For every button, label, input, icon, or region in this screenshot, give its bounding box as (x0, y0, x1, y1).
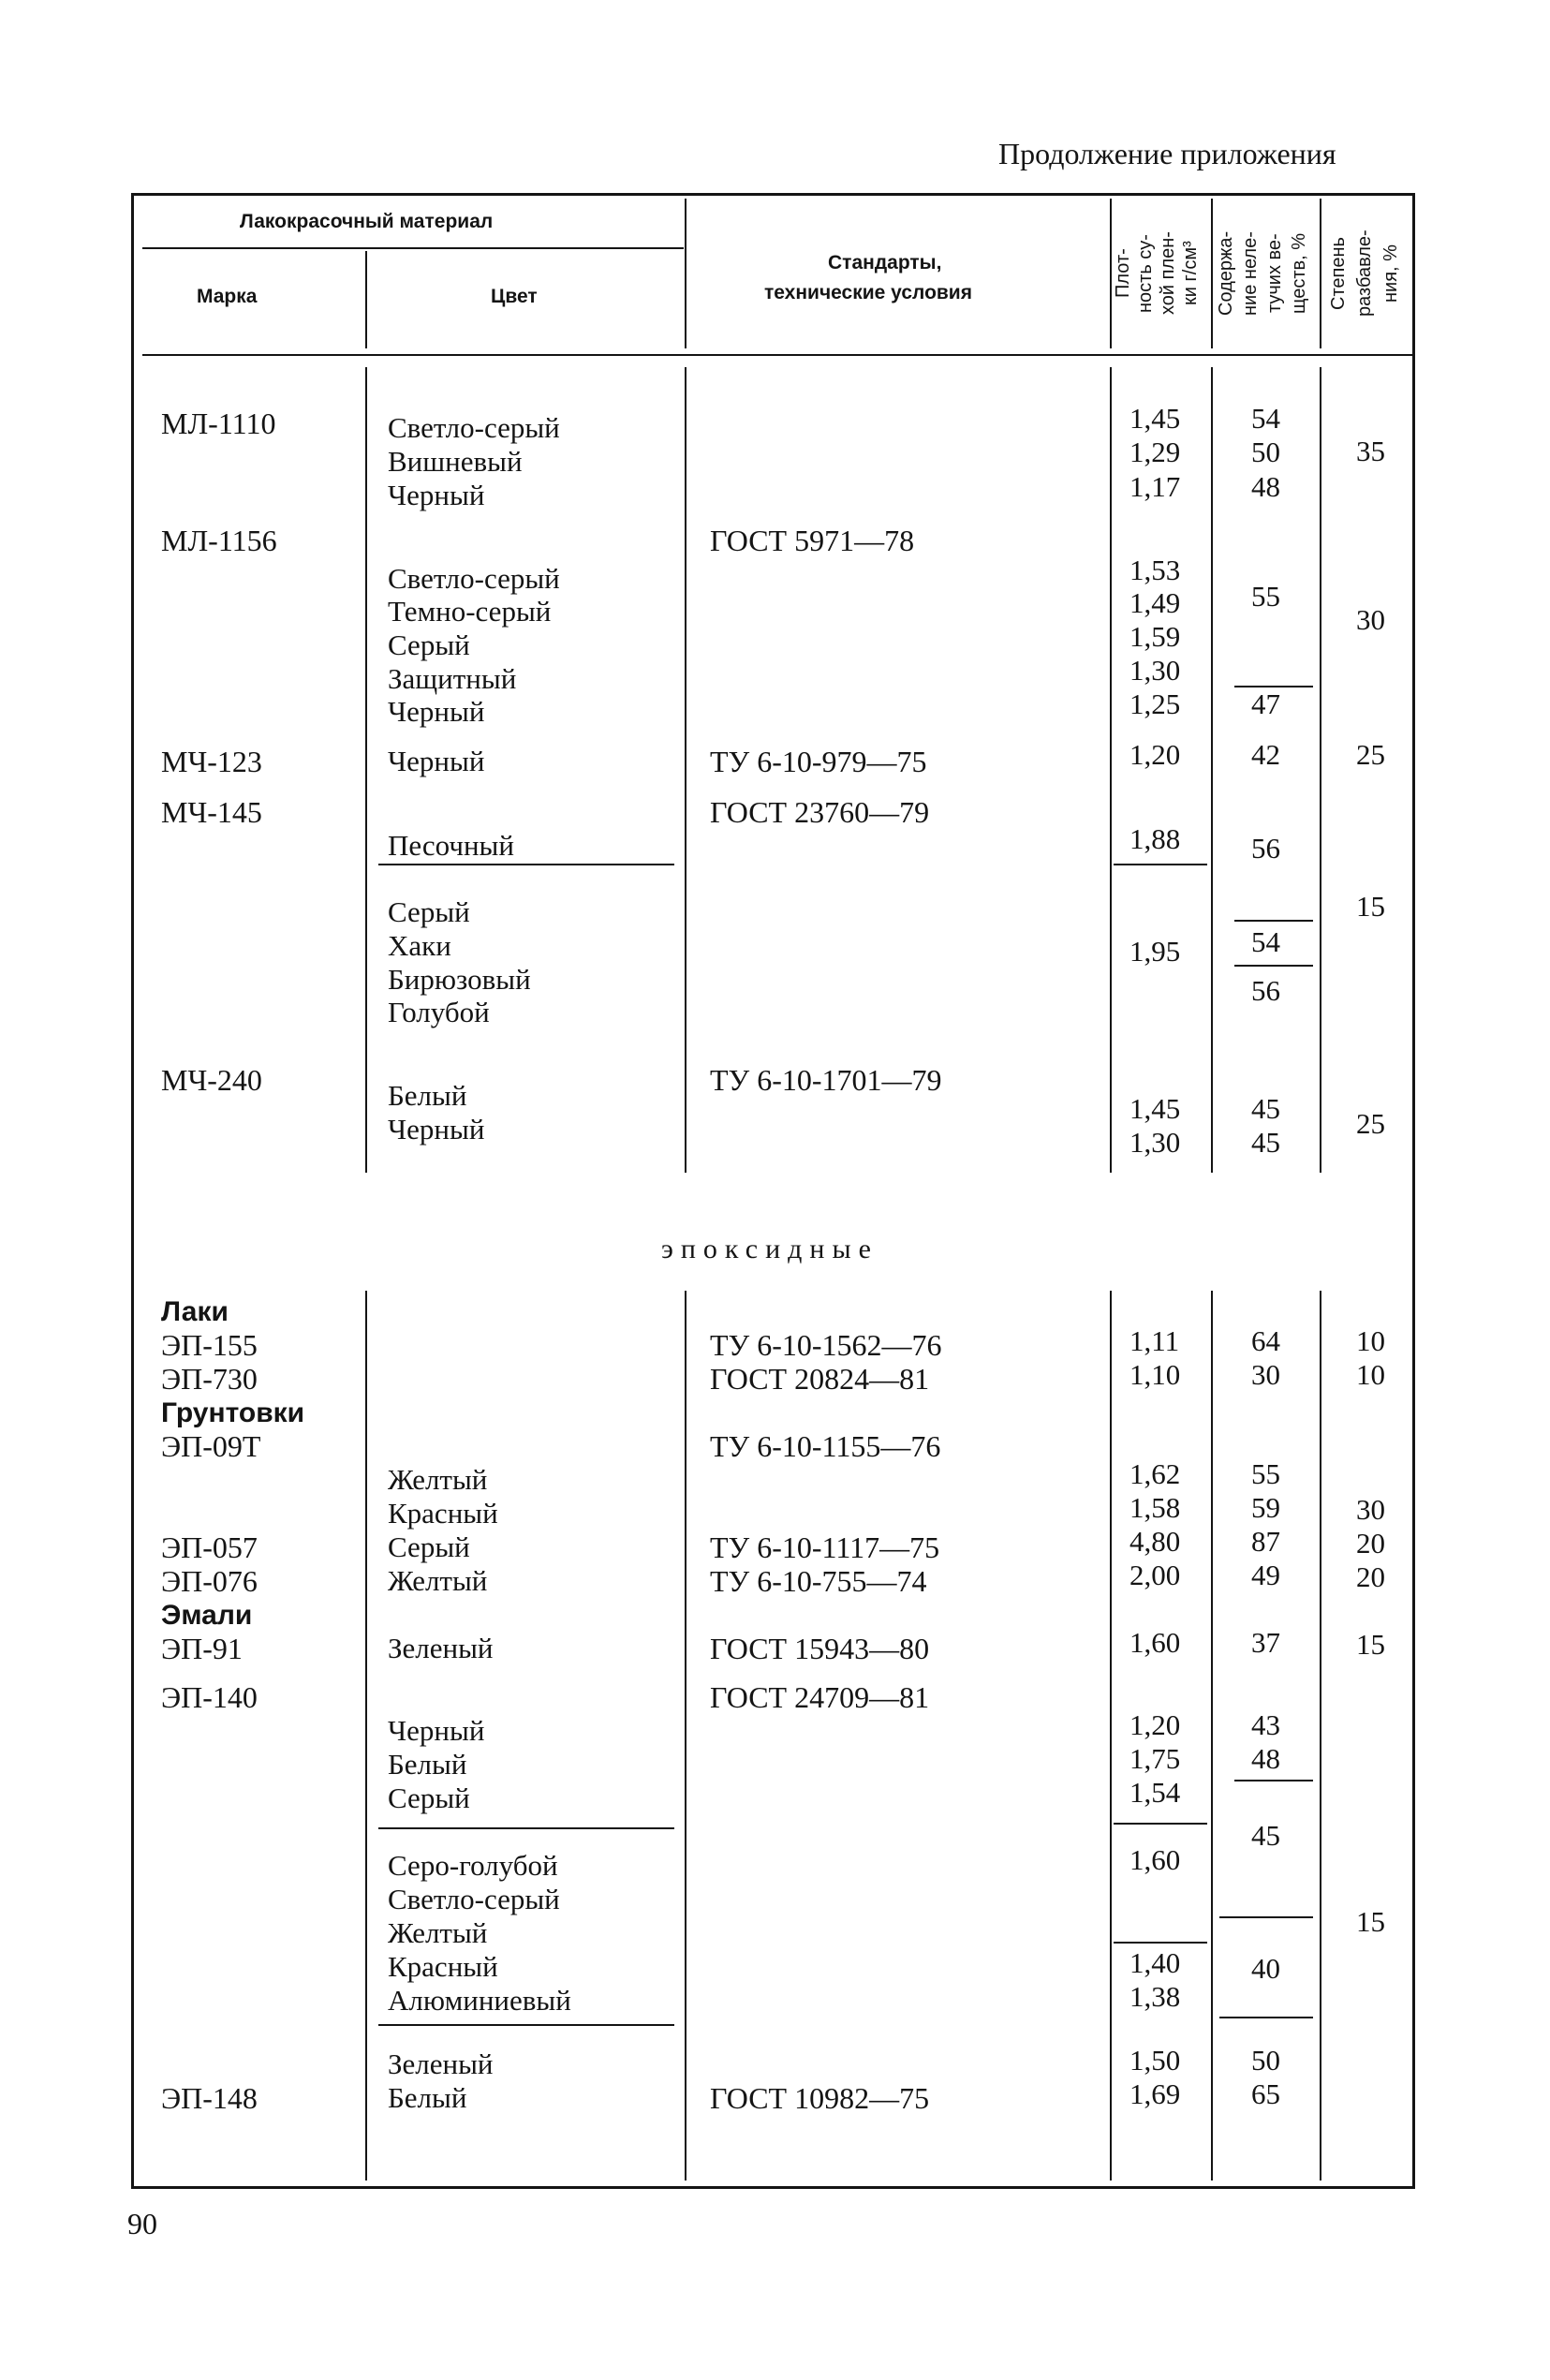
standard-cell: ГОСТ 20824—81 (710, 1362, 930, 1396)
dilution-cell: 10 (1356, 1358, 1385, 1391)
density-cell: 1,38 (1129, 1980, 1181, 2013)
header-divider (1110, 199, 1112, 348)
cell-rule (1114, 1823, 1207, 1825)
cell-rule (1234, 965, 1313, 967)
dilution-cell: 10 (1356, 1324, 1385, 1357)
density-cell: 1,30 (1129, 654, 1181, 687)
density-cell: 1,25 (1129, 687, 1181, 720)
density-cell: 1,20 (1129, 1708, 1181, 1741)
nonvolatile-cell: 45 (1251, 1819, 1280, 1852)
dilution-cell: 35 (1356, 435, 1385, 467)
column-divider (685, 367, 686, 1173)
standard-cell: ТУ 6-10-979—75 (710, 745, 927, 778)
nonvolatile-cell: 43 (1251, 1708, 1280, 1741)
nonvolatile-cell: 48 (1251, 1742, 1280, 1775)
density-cell: 1,58 (1129, 1491, 1181, 1524)
standard-cell: ГОСТ 5971—78 (710, 524, 915, 557)
group-heading: Эмали (161, 1600, 253, 1631)
section-epoxy-heading: эпоксидные (661, 1234, 878, 1264)
color-cell: Черный (388, 479, 485, 511)
standard-cell: ГОСТ 24709—81 (710, 1680, 930, 1714)
nonvolatile-cell: 49 (1251, 1559, 1280, 1591)
density-cell: 1,29 (1129, 436, 1181, 468)
nonvolatile-cell: 64 (1251, 1324, 1280, 1357)
color-cell: Серый (388, 1530, 470, 1563)
header-density-4: ки г/см³ (1180, 241, 1201, 306)
nonvolatile-cell: 30 (1251, 1358, 1280, 1391)
color-cell: Светло-серый (388, 562, 560, 595)
standard-cell: ГОСТ 23760—79 (710, 795, 930, 829)
dilution-cell: 15 (1356, 890, 1385, 923)
density-cell: 1,60 (1129, 1843, 1181, 1876)
nonvolatile-cell: 54 (1251, 402, 1280, 435)
mark-cell: ЭП-057 (161, 1530, 258, 1564)
nonvolatile-cell: 42 (1251, 738, 1280, 771)
table-right-border (1412, 193, 1415, 2189)
header-material: Лакокрасочный материал (240, 211, 494, 232)
color-cell: Светло-серый (388, 411, 560, 444)
dilution-cell: 30 (1356, 1493, 1385, 1526)
standard-cell: ГОСТ 10982—75 (710, 2081, 930, 2115)
header-dilution-2: разбавле- (1354, 229, 1375, 318)
cell-rule (1219, 2017, 1313, 2018)
color-cell: Белый (388, 2081, 467, 2114)
mark-cell: ЭП-076 (161, 1564, 258, 1598)
density-cell: 4,80 (1129, 1525, 1181, 1558)
nonvolatile-cell: 56 (1251, 832, 1280, 865)
dilution-cell: 25 (1356, 1107, 1385, 1140)
nonvolatile-cell: 45 (1251, 1126, 1280, 1159)
color-cell: Желтый (388, 1564, 488, 1597)
color-cell: Желтый (388, 1463, 488, 1496)
header-divider (1211, 199, 1213, 348)
column-divider (1320, 1291, 1321, 2180)
nonvolatile-cell: 47 (1251, 687, 1280, 720)
density-cell: 1,62 (1129, 1457, 1181, 1490)
density-cell: 1,88 (1129, 822, 1181, 855)
nonvolatile-cell: 87 (1251, 1525, 1280, 1558)
mark-cell: ЭП-155 (161, 1328, 258, 1362)
color-cell: Серый (388, 1781, 470, 1814)
nonvolatile-cell: 45 (1251, 1092, 1280, 1125)
density-cell: 1,40 (1129, 1946, 1181, 1979)
color-cell: Красный (388, 1497, 498, 1530)
header-divider (1320, 199, 1321, 348)
column-divider (1110, 367, 1112, 1173)
cell-rule (1219, 1916, 1313, 1918)
density-cell: 1,45 (1129, 402, 1181, 435)
color-cell: Голубой (388, 996, 490, 1028)
density-cell: 1,95 (1129, 935, 1181, 968)
density-cell: 1,20 (1129, 738, 1181, 771)
column-divider (1211, 1291, 1213, 2180)
column-divider (365, 1291, 367, 2180)
cell-rule (1234, 1780, 1313, 1781)
color-cell: Серый (388, 628, 470, 661)
mark-cell: ЭП-91 (161, 1632, 243, 1665)
nonvolatile-cell: 48 (1251, 470, 1280, 503)
standard-cell: ГОСТ 15943—80 (710, 1632, 930, 1665)
color-cell: Желтый (388, 1916, 488, 1949)
cell-rule (1114, 1942, 1207, 1944)
header-mark: Марка (197, 286, 258, 307)
color-cell: Защитный (388, 662, 517, 695)
color-cell: Черный (388, 745, 485, 777)
dilution-cell: 15 (1356, 1905, 1385, 1938)
header-standards-1: Стандарты, (828, 252, 942, 273)
color-cell: Песочный (388, 829, 514, 862)
nonvolatile-cell: 54 (1251, 925, 1280, 958)
cell-rule (378, 1827, 674, 1829)
color-cell: Белый (388, 1079, 467, 1112)
header-material-rule (142, 247, 684, 249)
color-cell: Вишневый (388, 445, 523, 478)
density-cell: 1,75 (1129, 1742, 1181, 1775)
header-dilution-3: ния, % (1380, 244, 1401, 303)
density-cell: 1,54 (1129, 1776, 1181, 1809)
color-cell: Хаки (388, 929, 451, 962)
column-divider (1110, 1291, 1112, 2180)
header-divider (685, 199, 686, 348)
mark-cell: ЭП-09Т (161, 1429, 261, 1463)
mark-cell: МЧ-240 (161, 1063, 262, 1097)
density-cell: 1,49 (1129, 586, 1181, 619)
color-cell: Зеленый (388, 1632, 494, 1664)
color-cell: Черный (388, 695, 485, 728)
density-cell: 1,53 (1129, 554, 1181, 586)
dilution-cell: 25 (1356, 738, 1385, 771)
color-cell: Красный (388, 1950, 498, 1983)
header-density-1: Плот- (1113, 248, 1133, 299)
dilution-cell: 30 (1356, 603, 1385, 636)
color-cell: Алюминиевый (388, 1984, 571, 2017)
nonvolatile-cell: 40 (1251, 1952, 1280, 1985)
density-cell: 2,00 (1129, 1559, 1181, 1591)
density-cell: 1,60 (1129, 1626, 1181, 1659)
header-color: Цвет (491, 286, 538, 307)
column-divider (685, 1291, 686, 2180)
header-density-2: ность су- (1135, 234, 1156, 313)
density-cell: 1,45 (1129, 1092, 1181, 1125)
color-cell: Светло-серый (388, 1883, 560, 1915)
group-heading: Лаки (161, 1296, 229, 1327)
table-top-border (131, 193, 1415, 196)
nonvolatile-cell: 55 (1251, 580, 1280, 613)
color-cell: Белый (388, 1748, 467, 1781)
standard-cell: ТУ 6-10-1155—76 (710, 1429, 941, 1463)
mark-cell: МЛ-1156 (161, 524, 277, 557)
nonvolatile-cell: 37 (1251, 1626, 1280, 1659)
table-left-border (131, 193, 134, 2189)
mark-cell: МЛ-1110 (161, 407, 276, 440)
nonvolatile-cell: 50 (1251, 436, 1280, 468)
cell-rule (1114, 864, 1207, 865)
standard-cell: ТУ 6-10-1562—76 (710, 1328, 942, 1362)
standard-cell: ТУ 6-10-755—74 (710, 1564, 927, 1598)
nonvolatile-cell: 56 (1251, 974, 1280, 1007)
mark-cell: ЭП-148 (161, 2081, 258, 2115)
dilution-cell: 20 (1356, 1527, 1385, 1560)
color-cell: Зеленый (388, 2047, 494, 2080)
header-divider (365, 251, 367, 348)
nonvolatile-cell: 50 (1251, 2044, 1280, 2077)
mark-cell: МЧ-145 (161, 795, 262, 829)
density-cell: 1,59 (1129, 620, 1181, 653)
density-cell: 1,30 (1129, 1126, 1181, 1159)
table-bottom-border (131, 2186, 1415, 2189)
color-cell: Бирюзовый (388, 963, 531, 996)
group-heading: Грунтовки (161, 1397, 305, 1428)
cell-rule (378, 864, 674, 865)
nonvolatile-cell: 55 (1251, 1457, 1280, 1490)
header-standards-2: технические условия (764, 282, 972, 303)
color-cell: Черный (388, 1714, 485, 1747)
column-divider (365, 367, 367, 1173)
nonvolatile-cell: 59 (1251, 1491, 1280, 1524)
header-nonvolatile-2: ние неле- (1240, 231, 1261, 316)
header-nonvolatile-3: тучих ве- (1264, 233, 1285, 314)
column-divider (1320, 367, 1321, 1173)
density-cell: 1,50 (1129, 2044, 1181, 2077)
cell-rule (378, 2024, 674, 2026)
density-cell: 1,69 (1129, 2077, 1181, 2110)
nonvolatile-cell: 65 (1251, 2077, 1280, 2110)
dilution-cell: 15 (1356, 1628, 1385, 1661)
mark-cell: ЭП-730 (161, 1362, 258, 1396)
header-density-3: хой плен- (1158, 231, 1178, 316)
cell-rule (1234, 920, 1313, 922)
mark-cell: ЭП-140 (161, 1680, 258, 1714)
mark-cell: МЧ-123 (161, 745, 262, 778)
column-divider (1211, 367, 1213, 1173)
color-cell: Серо-голубой (388, 1849, 558, 1882)
page-number: 90 (127, 2207, 157, 2240)
color-cell: Черный (388, 1113, 485, 1146)
standard-cell: ТУ 6-10-1117—75 (710, 1530, 940, 1564)
density-cell: 1,17 (1129, 470, 1181, 503)
header-bottom-rule (142, 354, 1413, 356)
density-cell: 1,10 (1129, 1358, 1181, 1391)
dilution-cell: 20 (1356, 1560, 1385, 1593)
header-dilution-1: Степень (1328, 237, 1349, 310)
continuation-title: Продолжение приложения (998, 137, 1336, 170)
color-cell: Серый (388, 895, 470, 928)
density-cell: 1,11 (1129, 1324, 1180, 1357)
header-nonvolatile-4: ществ, % (1289, 232, 1309, 315)
header-nonvolatile-1: Содержа- (1216, 230, 1236, 317)
color-cell: Темно-серый (388, 595, 552, 628)
standard-cell: ТУ 6-10-1701—79 (710, 1063, 942, 1097)
